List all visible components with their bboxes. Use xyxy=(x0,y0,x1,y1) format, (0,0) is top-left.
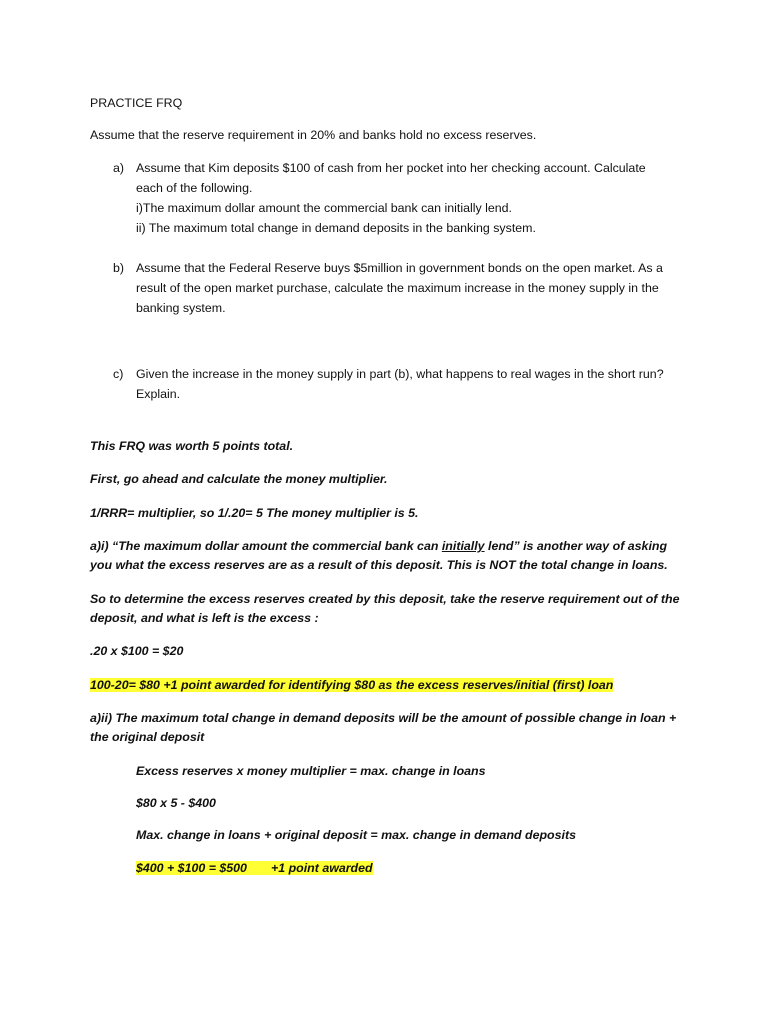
answer-step-deposits: Max. change in loans + original deposit = max. change in demand deposits xyxy=(136,828,576,842)
answer-aii-line1: a)ii) The maximum total change in demand deposits will be the amount of possible change in loan + xyxy=(90,711,677,725)
answer-step-final xyxy=(136,858,373,878)
question-a-line: ii) The maximum total change in demand deposits in the banking system. xyxy=(136,221,536,235)
intro-text: Assume that the reserve requirement in 20% and banks hold no excess reserves. xyxy=(90,128,537,142)
question-c-line: Explain. xyxy=(136,387,181,401)
answer-excess-line2: deposit, and what is left is the excess : xyxy=(90,611,319,625)
answer-multiplier: 1/RRR= multiplier, so 1/.20= 5 The money multiplier is 5. xyxy=(90,506,419,520)
question-a-line: each of the following. xyxy=(136,181,253,195)
question-a-marker: a) xyxy=(113,161,125,175)
answer-step-calc: $80 x 5 - $400 xyxy=(136,796,216,810)
question-b-line: Assume that the Federal Reserve buys $5million in government bonds on the open market. As a xyxy=(136,261,663,275)
question-c-marker: c) xyxy=(113,367,124,381)
answer-ai-initially: initially xyxy=(441,539,485,553)
answer-step-loans: Excess reserves x money multiplier = max. change in loans xyxy=(136,764,486,778)
highlighted-point-2: $400 + $100 = $500 +1 point awarded xyxy=(136,861,373,875)
question-a-line: i)The maximum dollar amount the commercial bank can initially lend. xyxy=(136,201,513,215)
question-a-line: Assume that Kim deposits $100 of cash from her pocket into her checking account. Calculate xyxy=(136,161,646,175)
answer-first-step: First, go ahead and calculate the money multiplier. xyxy=(90,472,388,486)
document-title: PRACTICE FRQ xyxy=(90,96,183,110)
answer-ai-line2: you what the excess reserves are as a result of this deposit. This is NOT the total change in loans. xyxy=(90,558,668,572)
answer-ai-line1 xyxy=(90,536,667,556)
question-b-line: result of the open market purchase, calculate the maximum increase in the money supply in the xyxy=(136,281,659,295)
answer-aii-line2: the original deposit xyxy=(90,730,205,744)
answer-worth: This FRQ was worth 5 points total. xyxy=(90,439,294,453)
question-b-line: banking system. xyxy=(136,301,226,315)
answer-ai-line1-post: lend” is another way of asking xyxy=(484,539,668,553)
question-c-line: Given the increase in the money supply in part (b), what happens to real wages in the short run? xyxy=(136,367,664,381)
question-b-marker: b) xyxy=(113,261,125,275)
highlighted-point-1: 100-20= $80 +1 point awarded for identifying $80 as the excess reserves/initial (first) loan xyxy=(90,678,614,692)
answer-calc-reserve: .20 x $100 = $20 xyxy=(90,644,184,658)
answer-excess-line1: So to determine the excess reserves created by this deposit, take the reserve requirement out of the xyxy=(90,592,680,606)
answer-calc-excess xyxy=(90,675,613,695)
answer-ai-line1-pre: a)i) “The maximum dollar amount the commercial bank can xyxy=(90,539,442,553)
